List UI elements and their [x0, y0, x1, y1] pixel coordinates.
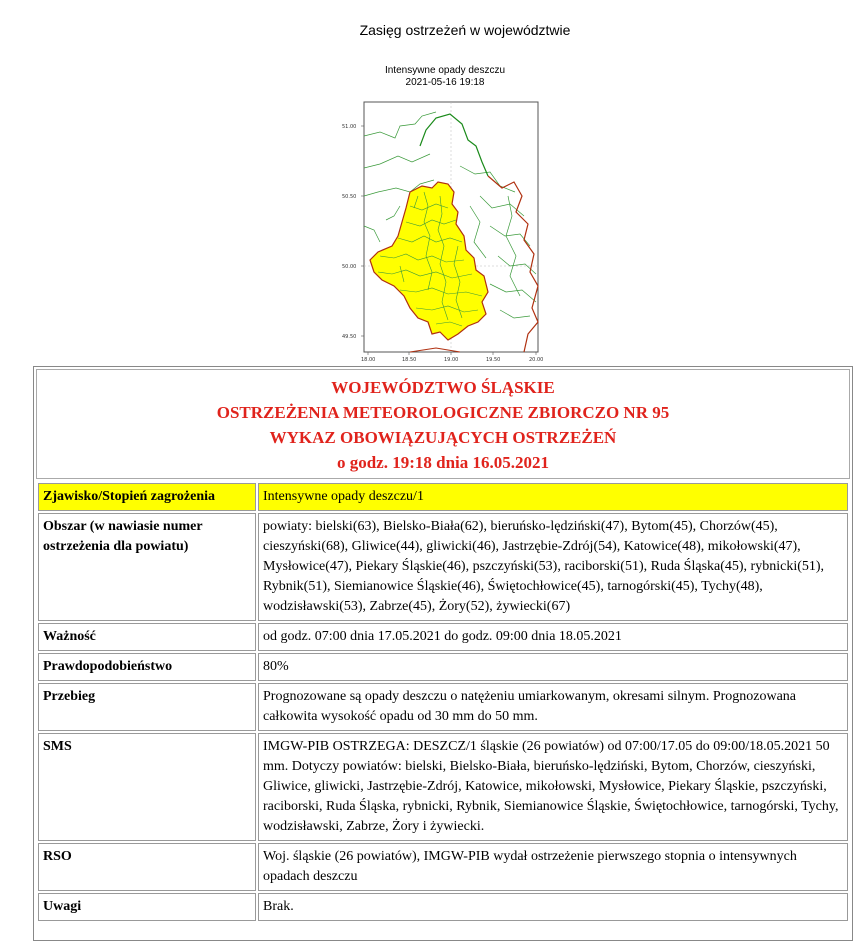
lon-label: 19.00: [444, 357, 459, 363]
row-sms: [38, 733, 848, 841]
warning-report: [33, 366, 853, 941]
row-label: RSO: [38, 843, 256, 891]
page-title: Zasięg ostrzeżeń w województwie: [359, 22, 571, 38]
lon-label: 18.00: [361, 357, 376, 363]
row-rso: [38, 843, 848, 891]
row-area: [38, 513, 848, 621]
warning-map: [340, 96, 560, 364]
row-value: od godz. 07:00 dnia 17.05.2021 do godz. 09:00 dnia 18.05.2021: [258, 623, 848, 651]
map-title-datetime: 2021-05-16 19:18: [405, 77, 485, 88]
lon-label: 18.50: [402, 357, 417, 363]
lat-label: 50.00: [342, 264, 357, 270]
row-label: Uwagi: [38, 893, 256, 921]
row-label: Przebieg: [38, 683, 256, 731]
row-label: Zjawisko/Stopień zagrożenia: [38, 483, 256, 511]
row-label: Prawdopodobieństwo: [38, 653, 256, 681]
report-number: OSTRZEŻENIA METEOROLOGICZNE ZBIORCZO NR 95: [216, 403, 670, 422]
lat-label: 49.50: [342, 334, 357, 340]
row-value: powiaty: bielski(63), Bielsko-Biała(62), bieruńsko-lędziński(47), Bytom(45), Chorzów(45), cieszyński(68), Gliwice(44), gliwicki(46), Jastrzębie-Zdrój(54), Katowice(48), mikołowski(47), Mysłowice(47), Piekary Śląskie(46), pszczyński(53), raciborski(51), Ruda Śląska(45), rybnicki(51), Rybnik(51), Siemianowice Śląskie(46), Świętochłowice(45), tarnogórski(45), Tychy(48), wodzisławski(53), Zabrze(45), Żory(52), żywiecki(67): [258, 513, 848, 621]
row-value: Prognozowane są opady deszczu o natężeniu umiarkowanym, okresami silnym. Prognozowana całkowita wysokość opadu od 30 mm do 50 mm.: [258, 683, 848, 731]
row-value: 80%: [258, 653, 848, 681]
report-subtitle: WYKAZ OBOWIĄZUJĄCYCH OSTRZEŻEŃ: [269, 428, 617, 447]
lon-label: 19.50: [486, 357, 501, 363]
lon-label: 20.00: [529, 357, 544, 363]
row-value: Woj. śląskie (26 powiatów), IMGW-PIB wydał ostrzeżenie pierwszego stopnia o intensywnych opadach deszczu: [258, 843, 848, 891]
report-region: WOJEWÓDZTWO ŚLĄSKIE: [331, 378, 555, 397]
row-value: IMGW-PIB OSTRZEGA: DESZCZ/1 śląskie (26 powiatów) od 07:00/17.05 do 09:00/18.05.2021 50 mm. Dotyczy powiatów: bielski, Bielsko-Biała, bieruńsko-lędziński, Bytom, Chorzów, cieszyński, Gliwice, gliwicki, Jastrzębie-Zdrój, Katowice, mikołowski, Mysłowice, Piekary Śląskie, pszczyński, raciborski, Ruda Śląska, rybnicki, Rybnik, Siemianowice Śląskie, Świętochłowice, tarnogórski, Tychy, wodzisławski, Zabrze, Żory i żywiecki.: [258, 733, 848, 841]
map-title: [330, 65, 560, 89]
report-header: [36, 369, 850, 479]
row-validity: [38, 623, 848, 651]
row-label: Ważność: [38, 623, 256, 651]
row-label: Obszar (w nawiasie numer ostrzeżenia dla powiatu): [38, 513, 256, 621]
row-probability: [38, 653, 848, 681]
row-value: Intensywne opady deszczu/1: [258, 483, 848, 511]
row-remarks: [38, 893, 848, 921]
row-value: Brak.: [258, 893, 848, 921]
warning-table: [36, 481, 850, 923]
row-phenomenon: [38, 483, 848, 511]
row-label: SMS: [38, 733, 256, 841]
lat-label: 50.50: [342, 194, 357, 200]
map-title-phenomenon: Intensywne opady deszczu: [384, 65, 506, 76]
row-course: [38, 683, 848, 731]
report-datetime: o godz. 19:18 dnia 16.05.2021: [336, 453, 550, 472]
lat-label: 51.00: [342, 124, 357, 130]
